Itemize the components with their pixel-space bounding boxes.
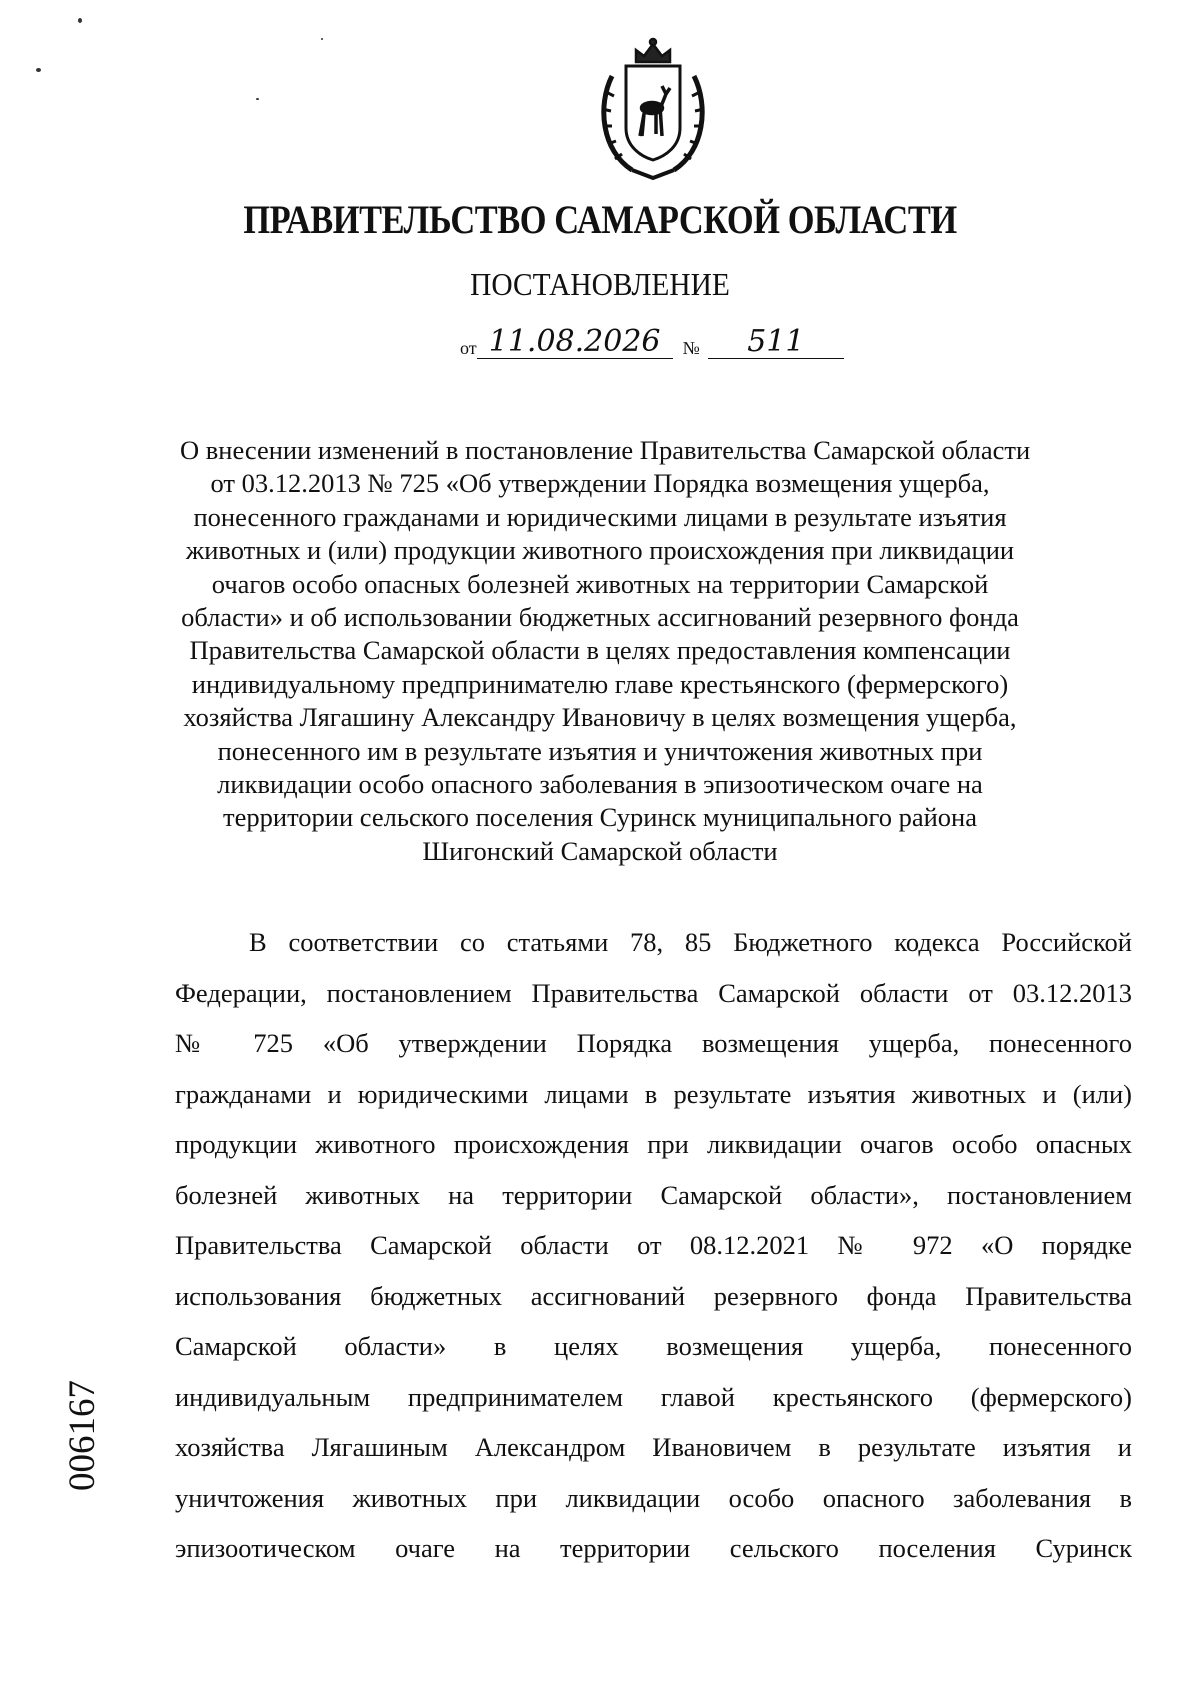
body-line: № 725 «Об утверждении Порядка возмещения ущерба, понесенного [175, 1028, 1132, 1058]
subject-line: очагов особо опасных болезней животных на территории Самарской [211, 568, 989, 599]
samara-region-coat-of-arms-icon [592, 36, 714, 182]
subject-line: от 03.12.2013 № 725 «Об утверждении Порядка возмещения ущерба, [210, 468, 990, 499]
document-date: 11.08.2026 [477, 326, 673, 359]
subject-line: индивидуальному предпринимателю главе крестьянского (фермерского) [191, 668, 1009, 699]
subject-line: ликвидации особо опасного заболевания в эпизоотическом очаге на [217, 769, 983, 800]
scan-speck [36, 68, 41, 72]
body-line: использования бюджетных ассигнований резервного фонда Правительства [175, 1280, 1132, 1311]
number-prefix: № [682, 338, 700, 358]
scan-speck [256, 98, 259, 100]
subject-line: понесенного гражданами и юридическими лицами в результате изъятия [193, 501, 1007, 532]
subject-line: хозяйства Лягашину Александру Ивановичу в целях возмещения ущерба, [183, 702, 1017, 733]
body-line: хозяйства Лягашиным Александром Ивановичем в результате изъятия и [175, 1432, 1132, 1462]
body-line: эпизоотическом очаге на территории сельского поселения Суринск [175, 1533, 1132, 1563]
subject-line: Шигонский Самарской области [422, 835, 778, 866]
document-type: ПОСТАНОВЛЕНИЕ [470, 266, 730, 302]
document-body [175, 917, 1132, 1574]
subject-line: понесенного им в результате изъятия и уничтожения животных при [217, 735, 983, 766]
body-line: В соответствии со статьями 78, 85 Бюджетного кодекса Российской [249, 927, 1132, 957]
scan-speck [78, 18, 82, 23]
subject-line: Правительства Самарской области в целях предоставления компенсации [189, 635, 1011, 666]
body-line: Правительства Самарской области от 08.12.2021 № 972 «О порядке [175, 1230, 1132, 1260]
subject-line: О внесении изменений в постановление Правительства Самарской области [180, 435, 1031, 465]
subject-line: животных и (или) продукции животного происхождения при ликвидации [185, 535, 1015, 566]
scan-speck [321, 38, 323, 40]
body-line: продукции животного происхождения при ликвидации очагов особо опасных [175, 1129, 1132, 1159]
body-line: Самарской области» в целях возмещения ущерба, понесенного [175, 1331, 1132, 1361]
subject-line: территории сельского поселения Суринск муниципального района [223, 802, 977, 833]
body-line: индивидуальным предпринимателем главой крестьянского (фермерского) [175, 1381, 1132, 1412]
body-line: уничтожения животных при ликвидации особо опасного заболевания в [175, 1482, 1132, 1513]
date-number-line [460, 326, 844, 360]
body-line: болезней животных на территории Самарской области», постановлением [175, 1179, 1132, 1210]
document-subject [180, 434, 1031, 868]
issuer-title: ПРАВИТЕЛЬСТВО САМАРСКОЙ ОБЛАСТИ [243, 197, 957, 242]
body-line: гражданами и юридическими лицами в результате изъятия животных и (или) [175, 1078, 1132, 1109]
date-prefix: от [460, 338, 477, 358]
body-line: Федерации, постановлением Правительства Самарской области от 03.12.2013 [175, 977, 1132, 1008]
margin-registration-number: 006167 [62, 1380, 103, 1491]
document-number: 511 [708, 326, 844, 359]
subject-line: области» и об использовании бюджетных ассигнований резервного фонда [181, 602, 1019, 633]
